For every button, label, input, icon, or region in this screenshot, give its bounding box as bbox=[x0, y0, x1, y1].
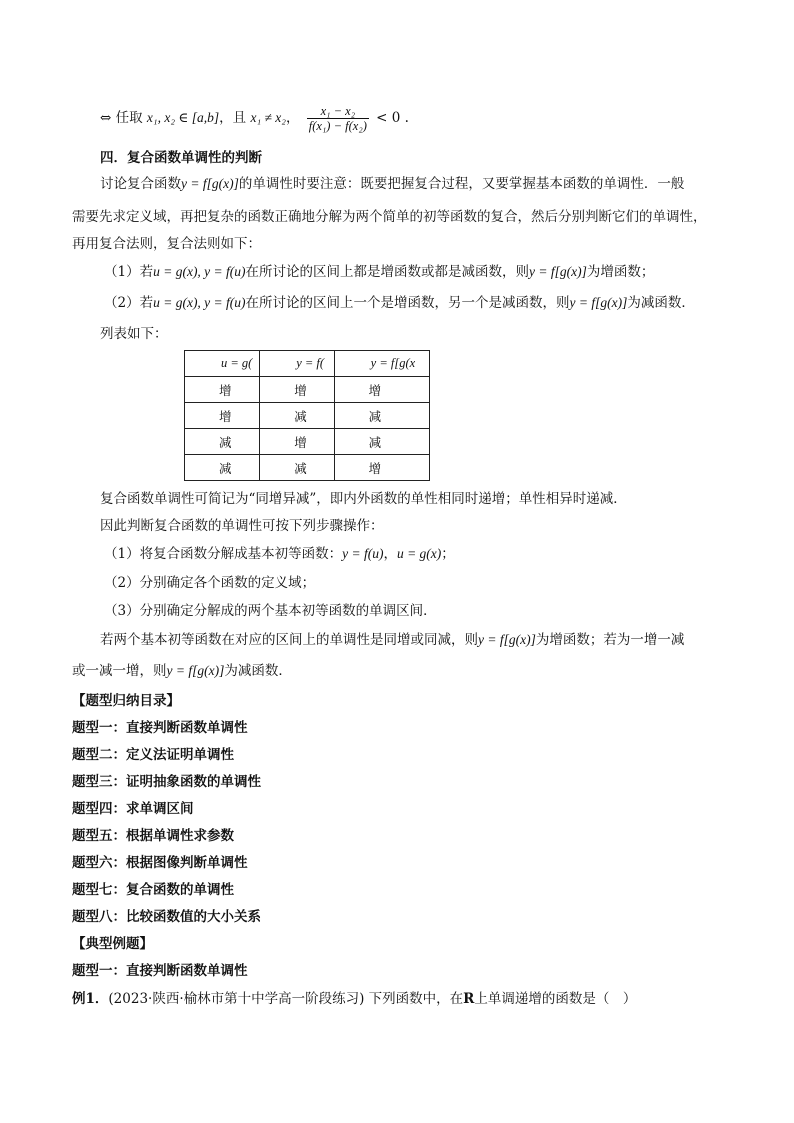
catalog-item: 题型七：复合函数的单调性 bbox=[72, 882, 234, 898]
table-cell: 减 bbox=[185, 455, 260, 481]
table-cell: 增 bbox=[185, 403, 260, 429]
fraction-denominator: f(x₁) − f(x₂) bbox=[308, 119, 367, 133]
rule2-text-c: 为减函数． bbox=[627, 295, 695, 311]
intro-mid: ，且 bbox=[219, 110, 247, 126]
rule1-formula: u = g(x), y = f(u) bbox=[153, 264, 246, 279]
table-header-cell: y = f( bbox=[260, 351, 334, 377]
example-set-R: R bbox=[463, 991, 475, 1007]
catalog-item: 题型一：直接判断函数单调性 bbox=[72, 720, 248, 736]
conclusion-formula: y = f[g(x)] bbox=[478, 632, 536, 647]
step1-formula-2: u = g(x) bbox=[396, 546, 442, 561]
paragraph-1-line-1 bbox=[100, 174, 684, 194]
conclusion2-formula: y = f[g(x)] bbox=[166, 663, 225, 678]
table-cell: 增 bbox=[260, 377, 334, 403]
rule-1 bbox=[104, 262, 654, 282]
catalog-item: 题型三：证明抽象函数的单调性 bbox=[72, 774, 261, 790]
p1-text-a: 讨论复合函数 bbox=[100, 176, 181, 192]
intro-tail: < 0 . bbox=[376, 110, 409, 126]
table-cell: 增 bbox=[185, 377, 260, 403]
step1-text: （1）将复合函数分解成基本初等函数： bbox=[104, 546, 343, 562]
table-cell: 减 bbox=[334, 403, 429, 429]
catalog-item: 题型八：比较函数值的大小关系 bbox=[72, 909, 261, 925]
table-intro: 列表如下： bbox=[100, 326, 168, 342]
catalog-item: 题型六：根据图像判断单调性 bbox=[72, 855, 248, 871]
table-row bbox=[185, 455, 430, 481]
rule1-text-c: 为增函数； bbox=[586, 264, 655, 280]
monotonicity-table bbox=[184, 350, 430, 481]
example-1 bbox=[72, 989, 636, 1009]
rule2-text-b: 在所讨论的区间上一个是增函数，另一个是减函数，则 bbox=[245, 295, 570, 311]
rule1-text-b: 在所讨论的区间上都是增函数或都是减函数，则 bbox=[245, 264, 530, 280]
rule-2 bbox=[104, 293, 695, 313]
step1-end: ； bbox=[441, 546, 455, 562]
table-cell: 减 bbox=[334, 429, 429, 455]
table-row bbox=[185, 403, 430, 429]
examples-title: 【典型例题】 bbox=[72, 936, 153, 952]
conclusion-text-b: 为增函数；若为一增一减 bbox=[535, 632, 685, 648]
rule1-formula-2: y = f[g(x)] bbox=[529, 264, 587, 279]
table-row bbox=[185, 377, 430, 403]
conclusion-line-1 bbox=[100, 630, 684, 650]
conclusion2-text-a: 或一减一增，则 bbox=[72, 663, 167, 679]
table-header-row bbox=[185, 351, 430, 377]
intro-comma: ， bbox=[285, 110, 300, 126]
conclusion2-text-b: 为减函数． bbox=[224, 663, 292, 679]
conclusion-line-2 bbox=[72, 661, 292, 681]
step-2: （2）分别确定各个函数的定义域； bbox=[104, 575, 316, 591]
intro-prefix: ⇔ 任取 bbox=[100, 110, 143, 126]
table-row bbox=[185, 429, 430, 455]
rule1-text-a: （1）若 bbox=[104, 264, 154, 280]
summary-text: 复合函数单调性可简记为“同增异减”，即内外函数的单性相同时递增；单性相异时递减． bbox=[100, 491, 627, 507]
example-text-a: (2023·陕西·榆林市第十中学高一阶段练习) 下列函数中，在 bbox=[108, 991, 464, 1007]
paragraph-1-line-3: 再用复合法则，复合法则如下： bbox=[72, 236, 261, 252]
rule2-formula-2: y = f[g(x)] bbox=[569, 295, 628, 310]
section-heading: 四．复合函数单调性的判断 bbox=[100, 150, 262, 166]
conclusion-text-a: 若两个基本初等函数在对应的区间上的单调性是同增或同减，则 bbox=[100, 632, 478, 648]
example-type-heading: 题型一：直接判断函数单调性 bbox=[72, 963, 248, 979]
table-header-cell: u = g( bbox=[185, 351, 260, 377]
table-cell: 增 bbox=[334, 377, 429, 403]
table-cell: 增 bbox=[334, 455, 429, 481]
table-cell: 减 bbox=[185, 429, 260, 455]
rule2-text-a: （2）若 bbox=[104, 295, 154, 311]
table-cell: 增 bbox=[260, 429, 334, 455]
catalog-item: 题型二：定义法证明单调性 bbox=[72, 747, 234, 763]
catalog-item: 题型四：求单调区间 bbox=[72, 801, 194, 817]
catalog-item: 题型五：根据单调性求参数 bbox=[72, 828, 234, 844]
intro-fraction bbox=[307, 104, 369, 133]
example-text-b: 上单调递增的函数是（ ） bbox=[474, 991, 637, 1007]
paragraph-1-line-2: 需要先求定义域，再把复杂的函数正确地分解为两个简单的初等函数的复合，然后分别判断它们的单调性， bbox=[72, 209, 707, 225]
intro-vars: x₁, x₂ ∈ [a,b] bbox=[146, 110, 220, 125]
p1-text-b: 的单调性时要注意：既要把握复合过程，又要掌握基本函数的单调性．一般 bbox=[238, 176, 685, 192]
example-label: 例1． bbox=[72, 991, 109, 1007]
fraction-numerator: x₁ − x₂ bbox=[307, 104, 369, 119]
intro-neq: x₁ ≠ x₂ bbox=[250, 110, 286, 125]
p1-formula: y = f[g(x)] bbox=[181, 176, 239, 191]
catalog-title: 【题型归纳目录】 bbox=[72, 693, 180, 709]
table-cell: 减 bbox=[260, 403, 334, 429]
step1-formula: y = f(u) bbox=[342, 546, 384, 561]
table-cell: 减 bbox=[260, 455, 334, 481]
steps-intro: 因此判断复合函数的单调性可按下列步骤操作： bbox=[100, 518, 384, 534]
intro-line bbox=[100, 104, 409, 133]
table-header-cell: y = f[g(x bbox=[334, 351, 429, 377]
step-1 bbox=[104, 544, 455, 564]
step1-sep: ， bbox=[383, 546, 397, 562]
step-3: （3）分别确定分解成的两个基本初等函数的单调区间． bbox=[104, 603, 437, 619]
rule2-formula: u = g(x), y = f(u) bbox=[153, 295, 246, 310]
